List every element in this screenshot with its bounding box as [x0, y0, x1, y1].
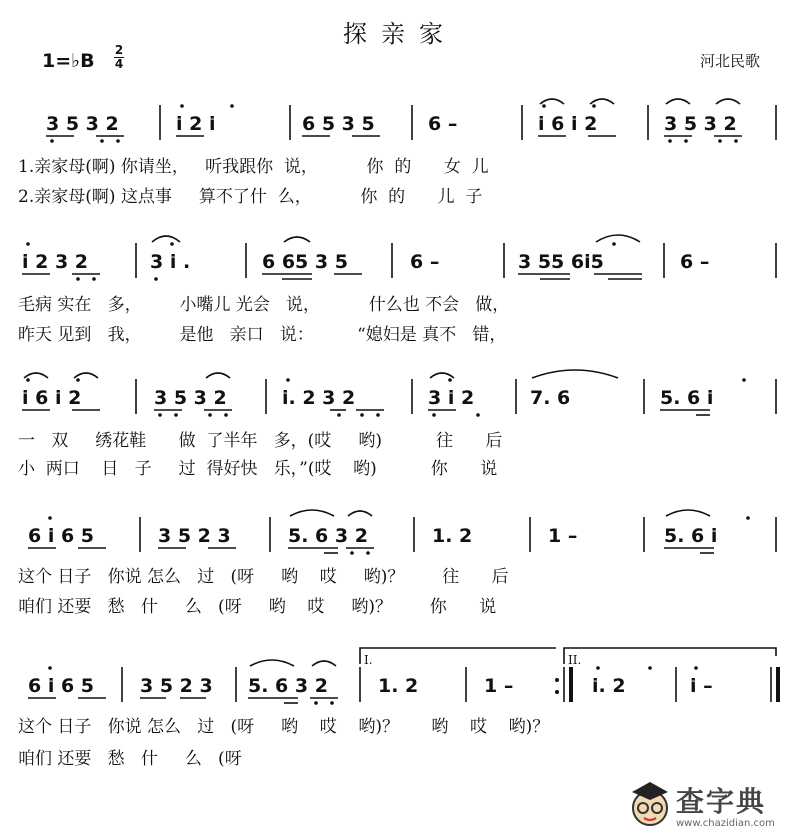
lyrics-row-1-verse-1: 1.亲家母(啊) 你请坐， 听我跟你 说， 你 的 女 儿: [18, 157, 489, 177]
lyrics-row-2-verse-2: 昨天 见到 我， 是他 亲口 说： “媳妇是 真不 错，: [18, 325, 507, 345]
score-row-1: [46, 113, 737, 135]
svg-text:3 5 2 3: 3 5 2 3: [158, 525, 231, 547]
svg-text:1 –: 1 –: [548, 525, 578, 547]
watermark-url: www.chazidian.com: [676, 818, 775, 829]
svg-text:3 5 3 2: 3 5 3 2: [46, 113, 119, 135]
lyrics-row-5-verse-1: 这个 日子 你说 怎么 过 (呀 哟 哎 哟)？ 哟 哎 哟)？: [18, 717, 550, 737]
svg-text:i 2 i: i 2 i: [176, 113, 216, 135]
svg-text:1 –: 1 –: [484, 675, 514, 697]
lyrics-row-3-verse-2: 小 两口 日 子 过 得好快 乐，”(哎 哟) 你 说: [18, 459, 498, 479]
svg-text:5. 6 i: 5. 6 i: [660, 387, 714, 409]
lyrics-row-4-verse-2: 咱们 还要 愁 什 么 (呀 哟 哎 哟)？ 你 说: [18, 597, 497, 617]
svg-text:3 i 2: 3 i 2: [428, 387, 475, 409]
key-signature: 1=♭B: [42, 50, 95, 72]
svg-text:3 5 2 3: 3 5 2 3: [140, 675, 213, 697]
svg-text:5. 6 3 2: 5. 6 3 2: [248, 675, 328, 697]
svg-text:6 –: 6 –: [680, 251, 710, 273]
svg-text:6 –: 6 –: [410, 251, 440, 273]
svg-text:7. 6: 7. 6: [530, 387, 571, 409]
svg-text:1. 2: 1. 2: [432, 525, 473, 547]
lyrics-row-1-verse-2: 2.亲家母(啊) 这点事 算不了什 么， 你 的 儿 子: [18, 187, 483, 207]
svg-text:5. 6 i: 5. 6 i: [664, 525, 718, 547]
volta-2-label: II.: [568, 653, 582, 667]
lyrics-row-4-verse-1: 这个 日子 你说 怎么 过 (呀 哟 哎 哟)？ 往 后: [18, 567, 509, 587]
svg-text:6 i 6 5: 6 i 6 5: [28, 675, 95, 697]
svg-text:6 i 6 5: 6 i 6 5: [28, 525, 95, 547]
svg-text:5. 6 3 2: 5. 6 3 2: [288, 525, 368, 547]
svg-text:i 6 i 2: i 6 i 2: [22, 387, 82, 409]
song-origin: 河北民歌: [700, 52, 761, 70]
lyrics-row-2-verse-1: 毛病 实在 多， 小嘴儿 光会 说， 什么也 不会 做，: [18, 295, 510, 315]
svg-text:1. 2: 1. 2: [378, 675, 419, 697]
svg-text:3 5 3 2: 3 5 3 2: [154, 387, 227, 409]
svg-text:6 –: 6 –: [428, 113, 458, 135]
song-title: 探亲家: [343, 20, 457, 48]
svg-text:i 2 3 2: i 2 3 2: [22, 251, 89, 273]
watermark-brand: 查字典: [676, 785, 767, 818]
svg-text:3 5 3 2: 3 5 3 2: [664, 113, 737, 135]
mascot-logo-icon: [628, 780, 672, 830]
svg-text:6 65 3 5: 6 65 3 5: [262, 251, 348, 273]
svg-text:i. 2 3 2: i. 2 3 2: [282, 387, 356, 409]
lyrics-row-5-verse-2: 咱们 还要 愁 什 么 (呀: [18, 749, 242, 769]
svg-text:6 5 3 5: 6 5 3 5: [302, 113, 375, 135]
svg-text:3 55 6i5: 3 55 6i5: [518, 251, 604, 273]
svg-text:3 i .: 3 i .: [150, 251, 191, 273]
meter-bottom: 4: [114, 57, 124, 71]
svg-text:i –: i –: [690, 675, 713, 697]
svg-text:i 6 i 2: i 6 i 2: [538, 113, 598, 135]
svg-text:i. 2: i. 2: [592, 675, 626, 697]
meter-top: 2: [114, 43, 124, 57]
lyrics-row-3-verse-1: 一 双 绣花鞋 做 了半年 多，(哎 哟) 往 后: [18, 431, 503, 451]
volta-1-label: I.: [364, 653, 373, 667]
